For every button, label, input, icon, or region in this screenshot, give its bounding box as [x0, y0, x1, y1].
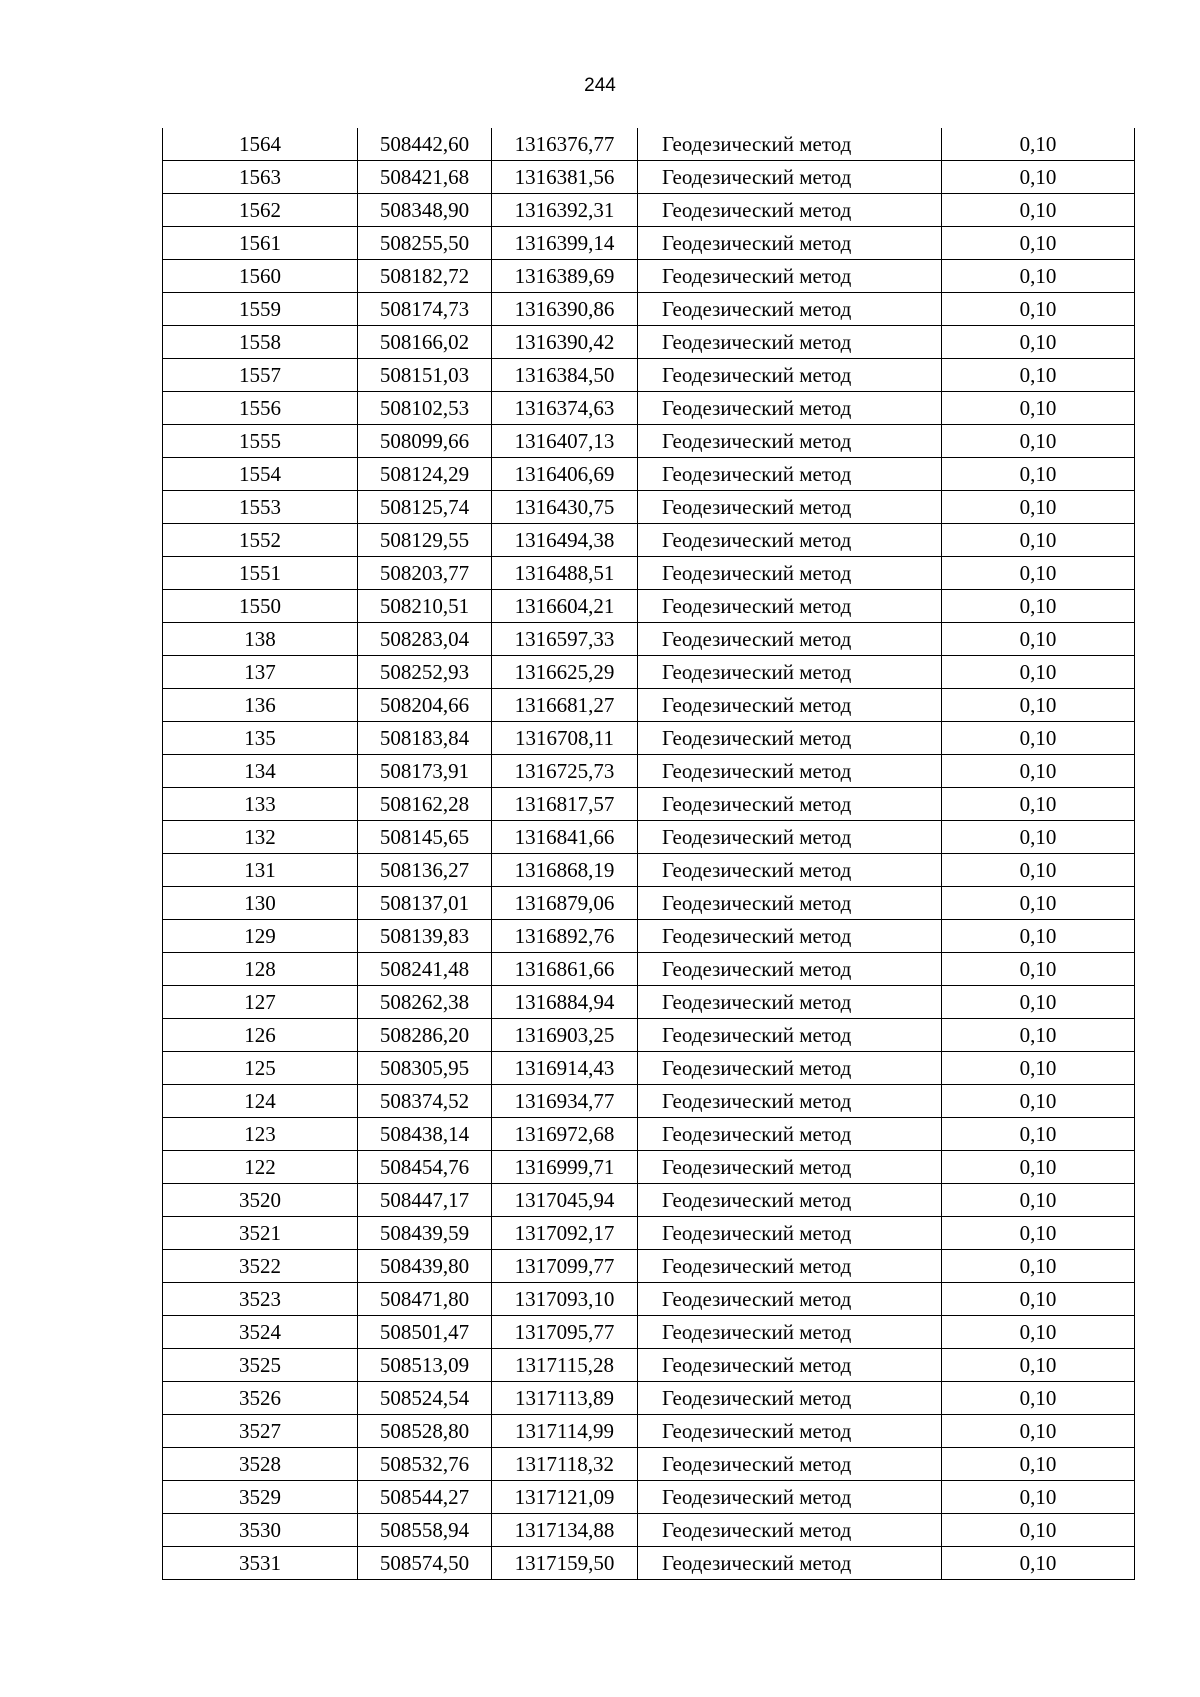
x-coordinate-cell: 508203,77	[358, 557, 492, 590]
point-number-cell: 3521	[163, 1217, 358, 1250]
point-number-cell: 1559	[163, 293, 358, 326]
accuracy-cell: 0,10	[942, 1547, 1135, 1580]
y-coordinate-cell: 1316903,25	[492, 1019, 638, 1052]
table-row	[163, 986, 1135, 1019]
accuracy-cell: 0,10	[942, 1184, 1135, 1217]
y-coordinate-cell: 1316861,66	[492, 953, 638, 986]
method-cell: Геодезический метод	[638, 128, 942, 161]
y-coordinate-cell: 1316999,71	[492, 1151, 638, 1184]
table-row	[163, 293, 1135, 326]
point-number-cell: 1564	[163, 128, 358, 161]
table-row	[163, 689, 1135, 722]
method-cell: Геодезический метод	[638, 1547, 942, 1580]
point-number-cell: 3523	[163, 1283, 358, 1316]
x-coordinate-cell: 508439,80	[358, 1250, 492, 1283]
y-coordinate-cell: 1316430,75	[492, 491, 638, 524]
y-coordinate-cell: 1316879,06	[492, 887, 638, 920]
method-cell: Геодезический метод	[638, 1514, 942, 1547]
point-number-cell: 123	[163, 1118, 358, 1151]
y-coordinate-cell: 1316841,66	[492, 821, 638, 854]
table-row	[163, 1085, 1135, 1118]
method-cell: Геодезический метод	[638, 590, 942, 623]
method-cell: Геодезический метод	[638, 854, 942, 887]
point-number-cell: 1558	[163, 326, 358, 359]
table-row	[163, 1052, 1135, 1085]
x-coordinate-cell: 508137,01	[358, 887, 492, 920]
accuracy-cell: 0,10	[942, 920, 1135, 953]
method-cell: Геодезический метод	[638, 755, 942, 788]
accuracy-cell: 0,10	[942, 1085, 1135, 1118]
y-coordinate-cell: 1316494,38	[492, 524, 638, 557]
y-coordinate-cell: 1316892,76	[492, 920, 638, 953]
y-coordinate-cell: 1316625,29	[492, 656, 638, 689]
x-coordinate-cell: 508183,84	[358, 722, 492, 755]
accuracy-cell: 0,10	[942, 854, 1135, 887]
x-coordinate-cell: 508174,73	[358, 293, 492, 326]
accuracy-cell: 0,10	[942, 689, 1135, 722]
x-coordinate-cell: 508471,80	[358, 1283, 492, 1316]
y-coordinate-cell: 1317134,88	[492, 1514, 638, 1547]
point-number-cell: 3530	[163, 1514, 358, 1547]
y-coordinate-cell: 1316390,86	[492, 293, 638, 326]
point-number-cell: 126	[163, 1019, 358, 1052]
y-coordinate-cell: 1316374,63	[492, 392, 638, 425]
accuracy-cell: 0,10	[942, 656, 1135, 689]
method-cell: Геодезический метод	[638, 1151, 942, 1184]
method-cell: Геодезический метод	[638, 656, 942, 689]
x-coordinate-cell: 508348,90	[358, 194, 492, 227]
y-coordinate-cell: 1317092,17	[492, 1217, 638, 1250]
y-coordinate-cell: 1316708,11	[492, 722, 638, 755]
x-coordinate-cell: 508151,03	[358, 359, 492, 392]
table-row	[163, 458, 1135, 491]
method-cell: Геодезический метод	[638, 623, 942, 656]
method-cell: Геодезический метод	[638, 1349, 942, 1382]
x-coordinate-cell: 508262,38	[358, 986, 492, 1019]
y-coordinate-cell: 1317118,32	[492, 1448, 638, 1481]
y-coordinate-cell: 1317121,09	[492, 1481, 638, 1514]
point-number-cell: 3525	[163, 1349, 358, 1382]
table-row	[163, 920, 1135, 953]
x-coordinate-cell: 508210,51	[358, 590, 492, 623]
method-cell: Геодезический метод	[638, 1448, 942, 1481]
table-row	[163, 1217, 1135, 1250]
accuracy-cell: 0,10	[942, 788, 1135, 821]
y-coordinate-cell: 1316488,51	[492, 557, 638, 590]
point-number-cell: 127	[163, 986, 358, 1019]
point-number-cell: 3531	[163, 1547, 358, 1580]
table-row	[163, 392, 1135, 425]
table-row	[163, 722, 1135, 755]
x-coordinate-cell: 508241,48	[358, 953, 492, 986]
point-number-cell: 131	[163, 854, 358, 887]
y-coordinate-cell: 1316868,19	[492, 854, 638, 887]
accuracy-cell: 0,10	[942, 128, 1135, 161]
method-cell: Геодезический метод	[638, 458, 942, 491]
method-cell: Геодезический метод	[638, 557, 942, 590]
point-number-cell: 1562	[163, 194, 358, 227]
point-number-cell: 1556	[163, 392, 358, 425]
accuracy-cell: 0,10	[942, 260, 1135, 293]
table-row	[163, 623, 1135, 656]
method-cell: Геодезический метод	[638, 920, 942, 953]
accuracy-cell: 0,10	[942, 1481, 1135, 1514]
accuracy-cell: 0,10	[942, 953, 1135, 986]
x-coordinate-cell: 508439,59	[358, 1217, 492, 1250]
method-cell: Геодезический метод	[638, 260, 942, 293]
table-row	[163, 1118, 1135, 1151]
accuracy-cell: 0,10	[942, 458, 1135, 491]
x-coordinate-cell: 508099,66	[358, 425, 492, 458]
x-coordinate-cell: 508166,02	[358, 326, 492, 359]
method-cell: Геодезический метод	[638, 194, 942, 227]
point-number-cell: 129	[163, 920, 358, 953]
y-coordinate-cell: 1316392,31	[492, 194, 638, 227]
y-coordinate-cell: 1317045,94	[492, 1184, 638, 1217]
accuracy-cell: 0,10	[942, 1415, 1135, 1448]
y-coordinate-cell: 1317113,89	[492, 1382, 638, 1415]
accuracy-cell: 0,10	[942, 524, 1135, 557]
accuracy-cell: 0,10	[942, 1019, 1135, 1052]
accuracy-cell: 0,10	[942, 1217, 1135, 1250]
accuracy-cell: 0,10	[942, 1448, 1135, 1481]
y-coordinate-cell: 1317093,10	[492, 1283, 638, 1316]
x-coordinate-cell: 508438,14	[358, 1118, 492, 1151]
accuracy-cell: 0,10	[942, 227, 1135, 260]
y-coordinate-cell: 1317099,77	[492, 1250, 638, 1283]
table-row	[163, 1382, 1135, 1415]
point-number-cell: 1557	[163, 359, 358, 392]
table-row	[163, 1481, 1135, 1514]
coordinates-table	[162, 128, 1135, 1580]
method-cell: Геодезический метод	[638, 1481, 942, 1514]
accuracy-cell: 0,10	[942, 623, 1135, 656]
table-row	[163, 1547, 1135, 1580]
accuracy-cell: 0,10	[942, 326, 1135, 359]
accuracy-cell: 0,10	[942, 1118, 1135, 1151]
table-row	[163, 524, 1135, 557]
table-row	[163, 557, 1135, 590]
accuracy-cell: 0,10	[942, 425, 1135, 458]
method-cell: Геодезический метод	[638, 326, 942, 359]
page-number: 244	[584, 75, 616, 96]
method-cell: Геодезический метод	[638, 1283, 942, 1316]
table-row	[163, 1151, 1135, 1184]
method-cell: Геодезический метод	[638, 1118, 942, 1151]
table-row	[163, 161, 1135, 194]
accuracy-cell: 0,10	[942, 1514, 1135, 1547]
accuracy-cell: 0,10	[942, 722, 1135, 755]
method-cell: Геодезический метод	[638, 293, 942, 326]
x-coordinate-cell: 508124,29	[358, 458, 492, 491]
x-coordinate-cell: 508283,04	[358, 623, 492, 656]
y-coordinate-cell: 1316934,77	[492, 1085, 638, 1118]
x-coordinate-cell: 508374,52	[358, 1085, 492, 1118]
table-row	[163, 887, 1135, 920]
method-cell: Геодезический метод	[638, 986, 942, 1019]
point-number-cell: 1552	[163, 524, 358, 557]
accuracy-cell: 0,10	[942, 293, 1135, 326]
point-number-cell: 122	[163, 1151, 358, 1184]
point-number-cell: 125	[163, 1052, 358, 1085]
accuracy-cell: 0,10	[942, 1316, 1135, 1349]
accuracy-cell: 0,10	[942, 359, 1135, 392]
x-coordinate-cell: 508421,68	[358, 161, 492, 194]
method-cell: Геодезический метод	[638, 1250, 942, 1283]
y-coordinate-cell: 1317095,77	[492, 1316, 638, 1349]
y-coordinate-cell: 1316407,13	[492, 425, 638, 458]
x-coordinate-cell: 508454,76	[358, 1151, 492, 1184]
table-row	[163, 953, 1135, 986]
method-cell: Геодезический метод	[638, 1382, 942, 1415]
x-coordinate-cell: 508513,09	[358, 1349, 492, 1382]
method-cell: Геодезический метод	[638, 425, 942, 458]
table-row	[163, 1019, 1135, 1052]
table-row	[163, 359, 1135, 392]
point-number-cell: 130	[163, 887, 358, 920]
point-number-cell: 1555	[163, 425, 358, 458]
table-row	[163, 1250, 1135, 1283]
y-coordinate-cell: 1316817,57	[492, 788, 638, 821]
method-cell: Геодезический метод	[638, 722, 942, 755]
y-coordinate-cell: 1317159,50	[492, 1547, 638, 1580]
method-cell: Геодезический метод	[638, 1085, 942, 1118]
method-cell: Геодезический метод	[638, 524, 942, 557]
method-cell: Геодезический метод	[638, 392, 942, 425]
table-row	[163, 1514, 1135, 1547]
x-coordinate-cell: 508528,80	[358, 1415, 492, 1448]
point-number-cell: 133	[163, 788, 358, 821]
x-coordinate-cell: 508129,55	[358, 524, 492, 557]
x-coordinate-cell: 508102,53	[358, 392, 492, 425]
y-coordinate-cell: 1316725,73	[492, 755, 638, 788]
point-number-cell: 1553	[163, 491, 358, 524]
x-coordinate-cell: 508286,20	[358, 1019, 492, 1052]
table-row	[163, 326, 1135, 359]
y-coordinate-cell: 1316597,33	[492, 623, 638, 656]
table-row	[163, 1283, 1135, 1316]
point-number-cell: 1551	[163, 557, 358, 590]
x-coordinate-cell: 508139,83	[358, 920, 492, 953]
point-number-cell: 3524	[163, 1316, 358, 1349]
accuracy-cell: 0,10	[942, 491, 1135, 524]
method-cell: Геодезический метод	[638, 227, 942, 260]
y-coordinate-cell: 1316390,42	[492, 326, 638, 359]
table-row	[163, 788, 1135, 821]
y-coordinate-cell: 1316681,27	[492, 689, 638, 722]
accuracy-cell: 0,10	[942, 755, 1135, 788]
point-number-cell: 128	[163, 953, 358, 986]
method-cell: Геодезический метод	[638, 491, 942, 524]
table-row	[163, 1184, 1135, 1217]
table-row	[163, 1448, 1135, 1481]
method-cell: Геодезический метод	[638, 1052, 942, 1085]
y-coordinate-cell: 1316884,94	[492, 986, 638, 1019]
point-number-cell: 132	[163, 821, 358, 854]
accuracy-cell: 0,10	[942, 590, 1135, 623]
y-coordinate-cell: 1316389,69	[492, 260, 638, 293]
x-coordinate-cell: 508305,95	[358, 1052, 492, 1085]
y-coordinate-cell: 1316381,56	[492, 161, 638, 194]
x-coordinate-cell: 508532,76	[358, 1448, 492, 1481]
point-number-cell: 134	[163, 755, 358, 788]
x-coordinate-cell: 508442,60	[358, 128, 492, 161]
x-coordinate-cell: 508162,28	[358, 788, 492, 821]
accuracy-cell: 0,10	[942, 557, 1135, 590]
accuracy-cell: 0,10	[942, 161, 1135, 194]
table-row	[163, 425, 1135, 458]
point-number-cell: 1560	[163, 260, 358, 293]
point-number-cell: 3529	[163, 1481, 358, 1514]
table-row	[163, 821, 1135, 854]
table-row	[163, 1316, 1135, 1349]
x-coordinate-cell: 508204,66	[358, 689, 492, 722]
accuracy-cell: 0,10	[942, 986, 1135, 1019]
x-coordinate-cell: 508252,93	[358, 656, 492, 689]
point-number-cell: 1561	[163, 227, 358, 260]
y-coordinate-cell: 1316972,68	[492, 1118, 638, 1151]
point-number-cell: 138	[163, 623, 358, 656]
method-cell: Геодезический метод	[638, 821, 942, 854]
y-coordinate-cell: 1317114,99	[492, 1415, 638, 1448]
y-coordinate-cell: 1317115,28	[492, 1349, 638, 1382]
table-row	[163, 755, 1135, 788]
x-coordinate-cell: 508501,47	[358, 1316, 492, 1349]
table-row	[163, 128, 1135, 161]
table-row	[163, 854, 1135, 887]
x-coordinate-cell: 508145,65	[358, 821, 492, 854]
method-cell: Геодезический метод	[638, 689, 942, 722]
table-row	[163, 491, 1135, 524]
point-number-cell: 3527	[163, 1415, 358, 1448]
method-cell: Геодезический метод	[638, 1316, 942, 1349]
method-cell: Геодезический метод	[638, 1217, 942, 1250]
method-cell: Геодезический метод	[638, 1415, 942, 1448]
y-coordinate-cell: 1316376,77	[492, 128, 638, 161]
y-coordinate-cell: 1316384,50	[492, 359, 638, 392]
point-number-cell: 137	[163, 656, 358, 689]
point-number-cell: 3522	[163, 1250, 358, 1283]
x-coordinate-cell: 508173,91	[358, 755, 492, 788]
accuracy-cell: 0,10	[942, 821, 1135, 854]
point-number-cell: 124	[163, 1085, 358, 1118]
point-number-cell: 3520	[163, 1184, 358, 1217]
y-coordinate-cell: 1316914,43	[492, 1052, 638, 1085]
accuracy-cell: 0,10	[942, 194, 1135, 227]
method-cell: Геодезический метод	[638, 1184, 942, 1217]
x-coordinate-cell: 508544,27	[358, 1481, 492, 1514]
point-number-cell: 135	[163, 722, 358, 755]
y-coordinate-cell: 1316399,14	[492, 227, 638, 260]
method-cell: Геодезический метод	[638, 1019, 942, 1052]
accuracy-cell: 0,10	[942, 392, 1135, 425]
accuracy-cell: 0,10	[942, 1052, 1135, 1085]
coordinates-table-body	[163, 128, 1135, 1580]
x-coordinate-cell: 508136,27	[358, 854, 492, 887]
accuracy-cell: 0,10	[942, 1283, 1135, 1316]
table-row	[163, 194, 1135, 227]
point-number-cell: 3528	[163, 1448, 358, 1481]
y-coordinate-cell: 1316604,21	[492, 590, 638, 623]
accuracy-cell: 0,10	[942, 1250, 1135, 1283]
method-cell: Геодезический метод	[638, 788, 942, 821]
x-coordinate-cell: 508447,17	[358, 1184, 492, 1217]
point-number-cell: 1554	[163, 458, 358, 491]
table-row	[163, 260, 1135, 293]
table-row	[163, 590, 1135, 623]
x-coordinate-cell: 508524,54	[358, 1382, 492, 1415]
method-cell: Геодезический метод	[638, 161, 942, 194]
x-coordinate-cell: 508182,72	[358, 260, 492, 293]
table-row	[163, 1415, 1135, 1448]
accuracy-cell: 0,10	[942, 1382, 1135, 1415]
method-cell: Геодезический метод	[638, 887, 942, 920]
point-number-cell: 136	[163, 689, 358, 722]
x-coordinate-cell: 508255,50	[358, 227, 492, 260]
x-coordinate-cell: 508574,50	[358, 1547, 492, 1580]
table-row	[163, 656, 1135, 689]
method-cell: Геодезический метод	[638, 359, 942, 392]
y-coordinate-cell: 1316406,69	[492, 458, 638, 491]
point-number-cell: 3526	[163, 1382, 358, 1415]
accuracy-cell: 0,10	[942, 887, 1135, 920]
x-coordinate-cell: 508125,74	[358, 491, 492, 524]
accuracy-cell: 0,10	[942, 1151, 1135, 1184]
method-cell: Геодезический метод	[638, 953, 942, 986]
x-coordinate-cell: 508558,94	[358, 1514, 492, 1547]
point-number-cell: 1550	[163, 590, 358, 623]
accuracy-cell: 0,10	[942, 1349, 1135, 1382]
point-number-cell: 1563	[163, 161, 358, 194]
table-row	[163, 1349, 1135, 1382]
table-row	[163, 227, 1135, 260]
